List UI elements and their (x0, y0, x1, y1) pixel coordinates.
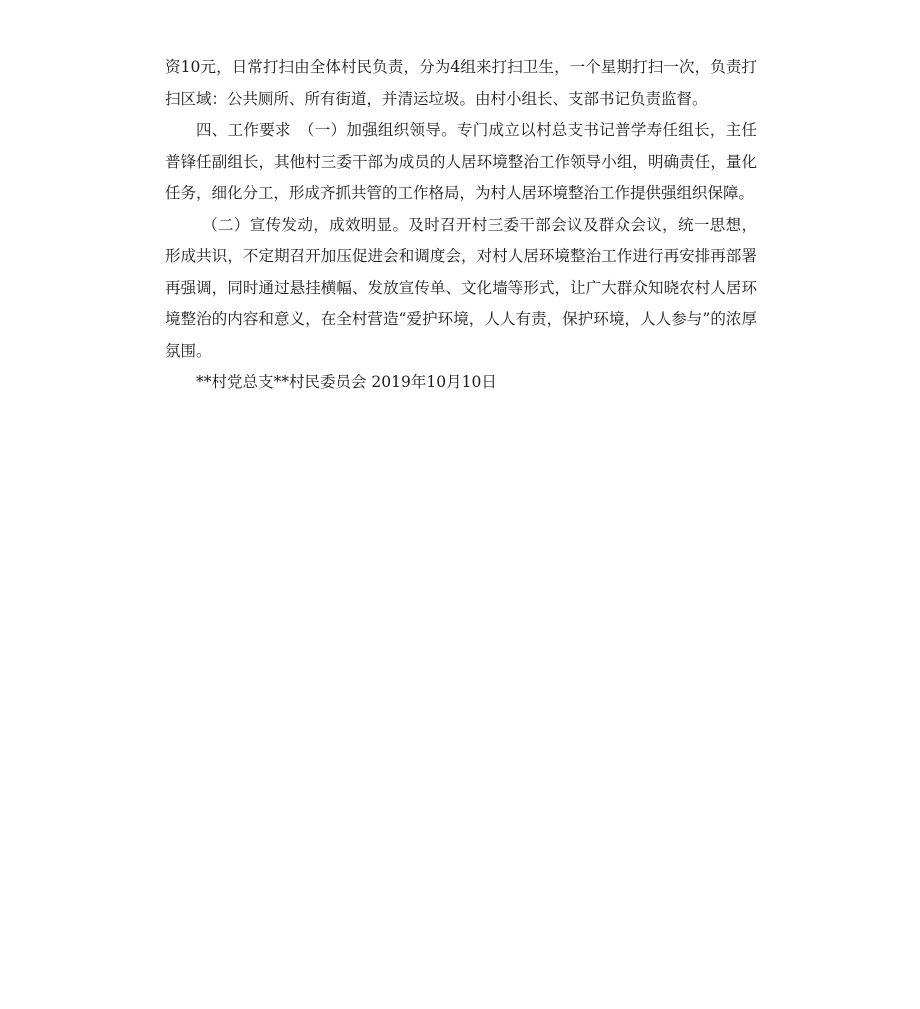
paragraph-publicity: （二）宣传发动，成效明显。及时召开村三委干部会议及群众会议，统一思想，形成共识，不定期召开加压促进会和调度会，对村人居环境整治工作进行再安排再部署再强调，同时通过悬挂横幅、发放宣传单、文化墙等形式，让广大群众知晓农村人居环境整治的内容和意义，在全村营造“爱护环境，人人有责，保护环境，人人参与”的浓厚氛围。 (165, 215, 757, 360)
document-body (165, 52, 757, 399)
paragraph-work-requirements: 四、工作要求 （一）加强组织领导。专门成立以村总支书记普学寿任组长，主任普锋任副组长，其他村三委干部为成员的人居环境整治工作领导小组，明确责任，量化任务，细化分工，形成齐抓共管的工作格局，为村人居环境整治工作提供强组织保障。 (165, 121, 757, 202)
signature-line: **村党总支**村民委员会 2019年10月10日 (196, 373, 497, 391)
paragraph-cleaning-duty: 资10元，日常打扫由全体村民负责，分为4组来打扫卫生，一个星期打扫一次，负责打扫区域：公共厕所、所有街道，并清运垃圾。由村小组长、支部书记负责监督。 (165, 58, 757, 108)
